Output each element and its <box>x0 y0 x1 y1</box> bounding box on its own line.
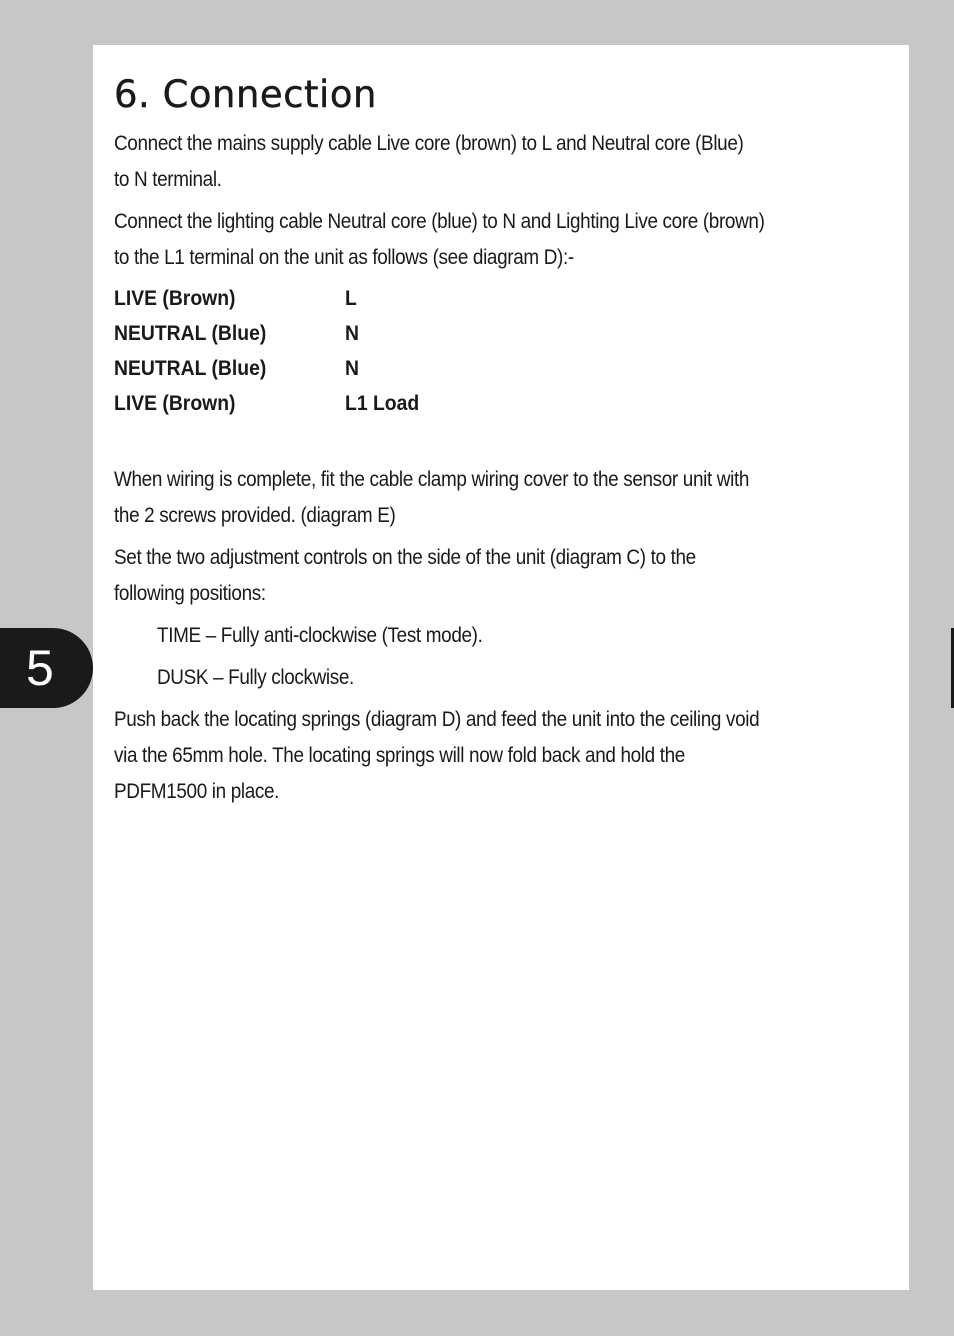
text-line: via the 65mm hole. The locating springs will now fold back and hold the <box>114 743 685 767</box>
paragraph-mains-supply <box>114 125 889 197</box>
wiring-terminal: N <box>345 321 359 345</box>
paragraph-adjustment <box>114 539 889 611</box>
manual-page <box>93 45 909 1290</box>
wiring-terminal: L1 Load <box>345 391 420 415</box>
page-number: 5 <box>26 640 54 696</box>
wiring-core: NEUTRAL (Blue) <box>114 356 267 380</box>
page-number-tab <box>0 628 93 708</box>
section-heading: 6. Connection <box>114 73 377 116</box>
wiring-terminal: L <box>345 286 357 310</box>
text-line: to N terminal. <box>114 167 222 191</box>
paragraph-lighting-cable <box>114 203 889 275</box>
wiring-row <box>114 386 889 421</box>
paragraph-locating-springs <box>114 701 889 809</box>
wiring-table <box>114 281 889 421</box>
text-line: following positions: <box>114 581 266 605</box>
text-line: PDFM1500 in place. <box>114 779 280 803</box>
wiring-core: NEUTRAL (Blue) <box>114 321 267 345</box>
setting-time <box>114 617 889 653</box>
wiring-core: LIVE (Brown) <box>114 286 236 310</box>
text-line: Set the two adjustment controls on the side of the unit (diagram C) to the <box>114 545 696 569</box>
paragraph-wiring-cover <box>114 461 889 533</box>
page-content <box>114 73 889 815</box>
wiring-row <box>114 316 889 351</box>
wiring-row <box>114 281 889 316</box>
wiring-core: LIVE (Brown) <box>114 391 236 415</box>
text-line: to the L1 terminal on the unit as follows (see diagram D):- <box>114 245 574 269</box>
wiring-row <box>114 351 889 386</box>
text-line: TIME – Fully anti-clockwise (Test mode). <box>157 623 483 647</box>
text-line: the 2 screws provided. (diagram E) <box>114 503 396 527</box>
wiring-terminal: N <box>345 356 359 380</box>
text-line: DUSK – Fully clockwise. <box>157 665 354 689</box>
text-line: Connect the lighting cable Neutral core (blue) to N and Lighting Live core (brown) <box>114 209 765 233</box>
text-line: When wiring is complete, fit the cable clamp wiring cover to the sensor unit with <box>114 467 750 491</box>
text-line: Push back the locating springs (diagram D) and feed the unit into the ceiling void <box>114 707 760 731</box>
text-line: Connect the mains supply cable Live core (brown) to L and Neutral core (Blue) <box>114 131 744 155</box>
setting-dusk <box>114 659 889 695</box>
